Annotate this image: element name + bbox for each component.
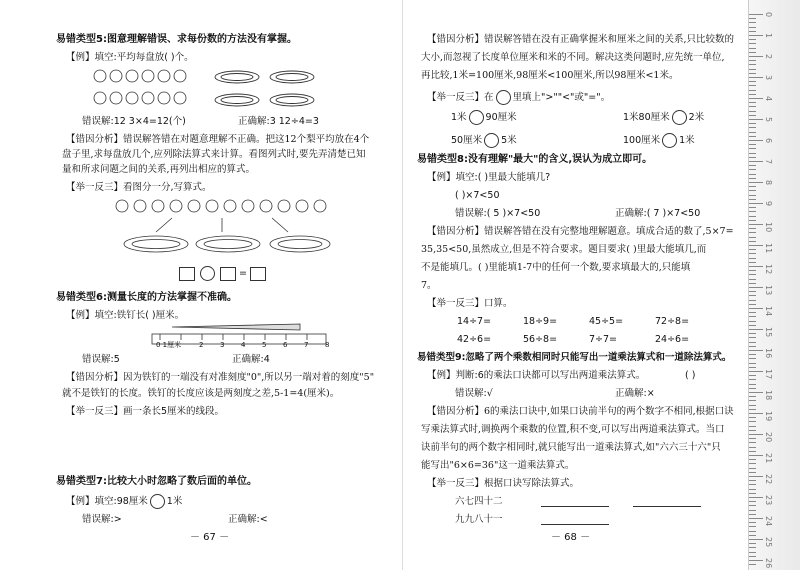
- type7-practice: [427, 90, 610, 105]
- ruler-tick: [749, 148, 756, 149]
- type6-practice: 【举一反三】画一条长5厘米的线段。: [66, 406, 225, 417]
- compare-right: 5米: [501, 135, 517, 146]
- ruler-tick: [749, 447, 756, 448]
- type7-wrong: 错误解:>: [82, 514, 122, 525]
- ruler-tick: [749, 489, 756, 490]
- ruler-tick: [749, 18, 756, 19]
- ruler-tick: [749, 94, 756, 95]
- ruler-tick: [749, 535, 756, 536]
- ruler-tick: [749, 384, 756, 385]
- ruler-tick: [749, 337, 756, 338]
- compare-1: [451, 110, 517, 125]
- type9-title: 易错类型9:忽略了两个乘数相同时只能写出一道乘法算式和一道除法算式。: [417, 352, 732, 363]
- ruler-label: 17: [764, 369, 773, 380]
- ruler-label: 3: [764, 75, 773, 81]
- equals-sign: =: [239, 268, 247, 279]
- type9-practice: 【举一反三】根据口诀写除法算式。: [427, 478, 580, 489]
- ruler-tick: [749, 468, 756, 469]
- ruler-tick: [749, 405, 756, 406]
- ruler-tick: [749, 312, 756, 313]
- ruler-tick: [749, 552, 756, 553]
- ruler-tick: [749, 14, 763, 15]
- compare-left: 1米80厘米: [623, 112, 670, 123]
- ruler-tick: [749, 308, 763, 309]
- ruler-tick: [749, 241, 756, 242]
- compare-right: 2米: [688, 112, 705, 123]
- ruler-tick: [749, 207, 756, 208]
- ruler-tick: [749, 102, 756, 103]
- ruler-tick: [749, 417, 756, 418]
- ruler-tick: [749, 140, 763, 141]
- ruler-tick: [749, 409, 756, 410]
- rhyme-2: 九九八十一: [455, 514, 503, 525]
- ruler-label: 22: [764, 474, 773, 485]
- ruler-tick: [749, 115, 756, 116]
- type5-practice: 【举一反三】看图分一分,写算式。: [66, 182, 212, 193]
- ruler-tick: [749, 228, 756, 229]
- ruler-number: 3: [220, 341, 225, 349]
- ruler-tick: [749, 64, 756, 65]
- ruler-label: 16: [764, 348, 773, 359]
- apples-plates-illustration: [112, 198, 332, 260]
- ruler-tick: [749, 522, 756, 523]
- type9-right: 正确解:×: [615, 388, 655, 399]
- calc-item: 18÷9=: [523, 316, 558, 327]
- type7-example: [66, 494, 182, 509]
- ruler-tick: [749, 174, 756, 175]
- calc-item: 56÷8=: [523, 334, 558, 345]
- type8-analysis-2: 35,35<50,虽然成立,但是不符合要求。题目要求( )里最大能填几,而: [421, 244, 707, 255]
- ruler-tick: [749, 434, 763, 435]
- pear-icon: [94, 70, 186, 104]
- ruler-tick: [749, 476, 763, 477]
- plates-illustration: [212, 68, 332, 112]
- type9-analysis-1: 【错因分析】6的乘法口诀中,如果口诀前半句的两个数字不相同,根据口诀: [427, 406, 734, 417]
- ruler-tick: [749, 526, 756, 527]
- type9-wrong: 错误解:√: [455, 388, 493, 399]
- ruler-tick: [749, 497, 763, 498]
- calc-item: 14÷7=: [457, 316, 492, 327]
- ruler-tick: [749, 455, 763, 456]
- type9-analysis-3: 诀前半句的两个数字相同时,就只能写出一道乘法算式,如"六六三十六"只: [421, 442, 721, 453]
- ruler-tick: [749, 459, 756, 460]
- ruler-tick: [749, 329, 763, 330]
- ruler-tick: [749, 195, 756, 196]
- practice-tail: 里填上">""<"或"="。: [512, 92, 611, 103]
- ruler-tick: [749, 375, 756, 376]
- pears-illustration: [92, 66, 202, 112]
- ruler-tick: [749, 283, 756, 284]
- type9-analysis-4: 能写出"6×6=36"这一道乘法算式。: [421, 460, 575, 471]
- ruler-label-first: 0 1厘米: [156, 341, 182, 349]
- ruler-tick: [749, 539, 763, 540]
- ruler-label: 1: [764, 33, 773, 39]
- ruler-tick: [749, 60, 756, 61]
- ruler-tick: [749, 119, 763, 120]
- ruler-tick: [749, 442, 756, 443]
- ruler-tick: [749, 300, 756, 301]
- ruler-tick: [749, 316, 756, 317]
- type7-analysis-2: 大小,而忽视了长度单位厘米和米的不同。解决这类问题时,应先统一单位,: [421, 52, 725, 63]
- calc-item: 24÷6=: [655, 334, 690, 345]
- ruler-tick: [749, 501, 756, 502]
- ruler-tick: [749, 350, 763, 351]
- compare-left: 50厘米: [451, 135, 483, 146]
- ruler-tick: [749, 73, 756, 74]
- ruler-tick: [749, 43, 756, 44]
- calc-item: 72÷8=: [655, 316, 690, 327]
- ruler-tick: [749, 224, 763, 225]
- ruler-tick: [749, 560, 763, 561]
- ruler-label: 21: [764, 453, 773, 464]
- ruler-tick: [749, 342, 756, 343]
- type6-example: 【例】填空:铁钉长( )厘米。: [66, 310, 185, 321]
- ruler-label: 0: [764, 12, 773, 18]
- ruler-number: 4: [241, 341, 246, 349]
- ruler-tick: [749, 232, 756, 233]
- ruler-tick: [749, 98, 763, 99]
- ruler-tick: [749, 556, 756, 557]
- type5-analysis-3: 量和所求问题之间的关系,再列出相应的算式。: [62, 164, 256, 175]
- ruler-tick: [749, 220, 756, 221]
- ruler-tick: [749, 22, 756, 23]
- ruler-tick: [749, 287, 763, 288]
- ruler-tick: [749, 547, 756, 548]
- ruler-tick: [749, 190, 756, 191]
- ruler-tick: [749, 81, 756, 82]
- ruler-tick: [749, 304, 756, 305]
- ruler-tick: [749, 237, 756, 238]
- answer-line[interactable]: [541, 524, 609, 525]
- ruler-tick: [749, 161, 763, 162]
- ruler-tick: [749, 480, 756, 481]
- ruler-tick: [749, 270, 756, 271]
- ruler-tick: [749, 178, 756, 179]
- ruler-label: 24: [764, 516, 773, 527]
- answer-line[interactable]: [633, 506, 701, 507]
- ruler-tick: [749, 371, 763, 372]
- ruler-tick: [749, 77, 763, 78]
- type8-title: 易错类型8:没有理解"最大"的含义,误认为成立即可。: [417, 154, 653, 165]
- ruler-number: 7: [304, 341, 309, 349]
- ruler-tick: [749, 518, 763, 519]
- ruler-tick: [749, 203, 763, 204]
- calc-item: 7÷7=: [589, 334, 618, 345]
- ruler-tick: [749, 505, 756, 506]
- ruler-tick: [749, 262, 756, 263]
- ruler-tick: [749, 199, 756, 200]
- type6-title: 易错类型6:测量长度的方法掌握不准确。: [56, 292, 237, 303]
- ruler-label: 13: [764, 285, 773, 296]
- ruler-tick: [749, 493, 756, 494]
- ruler-tick: [749, 258, 756, 259]
- ruler-tick: [749, 531, 756, 532]
- ruler-tick: [749, 144, 756, 145]
- ruler-tick: [749, 106, 756, 107]
- ruler-tick: [749, 27, 756, 28]
- answer-box[interactable]: [220, 267, 236, 281]
- compare-circle[interactable]: [672, 110, 687, 125]
- ruler-tick: [749, 463, 756, 464]
- ruler-label: 9: [764, 201, 773, 207]
- ruler-label: 23: [764, 495, 773, 506]
- calc-item: 42÷6=: [457, 334, 492, 345]
- type8-analysis-4: 7。: [421, 280, 437, 291]
- ruler-tick: [749, 451, 756, 452]
- ruler-tick: [749, 430, 756, 431]
- ruler-tick: [749, 274, 756, 275]
- type5-right: 正确解:3 12÷4=3: [238, 116, 319, 127]
- ruler-tick: [749, 388, 756, 389]
- calc-item: 45÷5=: [589, 316, 624, 327]
- ruler-tick: [749, 211, 756, 212]
- type5-analysis-1: 【错因分析】错误解答错在对题意理解不正确。把这12个梨平均放在4个: [66, 134, 370, 145]
- ruler-number: 8: [325, 341, 330, 349]
- ruler-tick: [749, 564, 756, 565]
- page-number-68: － 68 －: [551, 532, 591, 543]
- practice-label: 【举一反三】在: [427, 92, 494, 103]
- ruler-tick: [749, 182, 763, 183]
- type9-analysis-2: 写乘法算式时,调换两个乘数的位置,积不变,可以写出两道乘法算式。当口: [421, 424, 725, 435]
- ruler-label: 19: [764, 411, 773, 422]
- type9-example: 【例】判断:6的乘法口诀都可以写出两道乘法算式。: [427, 370, 646, 381]
- ruler-label: 14: [764, 306, 773, 317]
- type8-example: 【例】填空:( )里最大能填几?: [427, 172, 551, 183]
- compare-circle: [496, 90, 511, 105]
- ruler-tick: [749, 123, 756, 124]
- compare-circle[interactable]: [484, 133, 499, 148]
- ruler-label: 6: [764, 138, 773, 144]
- type5-wrong: 错误解:12 3×4=12(个): [82, 116, 186, 127]
- ruler-tick: [749, 325, 756, 326]
- ruler-tick: [749, 426, 756, 427]
- ruler-tick: [749, 358, 756, 359]
- ruler-number: 2: [199, 341, 204, 349]
- type5-title: 易错类型5:图意理解错误、求每份数的方法没有掌握。: [56, 34, 297, 45]
- ruler-label: 2: [764, 54, 773, 60]
- ruler-tick: [749, 514, 756, 515]
- ruler-tick: [749, 400, 756, 401]
- type7-analysis-1: 【错因分析】错误解答错在没有正确掌握米和厘米之间的关系,只比较数的: [427, 34, 735, 45]
- compare-left: 1米: [451, 112, 467, 123]
- ruler-tick: [749, 132, 756, 133]
- ruler-tick: [749, 111, 756, 112]
- compare-3: [451, 133, 517, 148]
- type8-analysis-1: 【错因分析】错误解答错在没有完整地理解题意。填成合适的数了,5×7=: [427, 226, 734, 237]
- ruler-number: 5: [262, 341, 267, 349]
- nail-icon: [172, 324, 300, 330]
- ruler-label: 8: [764, 180, 773, 186]
- type7-example-tail: 1米: [166, 496, 183, 507]
- ruler-tick: [749, 396, 756, 397]
- type8-practice: 【举一反三】口算。: [427, 298, 513, 309]
- type8-wrong: 错误解:( 5 )×7<50: [455, 208, 541, 219]
- ruler-label: 5: [764, 117, 773, 123]
- ruler-number: 6: [283, 341, 288, 349]
- ruler-label: 15: [764, 327, 773, 338]
- ruler-tick: [749, 379, 756, 380]
- ruler-label: 12: [764, 264, 773, 275]
- ruler-tick: [749, 472, 756, 473]
- ruler-tick: [749, 245, 763, 246]
- ruler-tick: [749, 216, 756, 217]
- ruler-tick: [749, 35, 763, 36]
- rhyme-1: 六七四十二: [455, 496, 503, 507]
- ruler-tick: [749, 346, 756, 347]
- answer-line[interactable]: [541, 506, 609, 507]
- ruler-tick: [749, 48, 756, 49]
- type6-analysis-1: 【错因分析】因为铁钉的一端没有对准刻度"0",所以另一端对着的刻度"5": [66, 372, 375, 383]
- compare-4: [623, 133, 695, 148]
- ruler-tick: [749, 90, 756, 91]
- operator-circle[interactable]: [200, 266, 215, 281]
- ruler-tick: [749, 69, 756, 70]
- ruler-tick: [749, 157, 756, 158]
- ruler-tick: [749, 321, 756, 322]
- ruler-label: 20: [764, 432, 773, 443]
- ruler-tick: [749, 484, 756, 485]
- type7-example-text: 【例】填空:98厘米: [66, 496, 148, 507]
- compare-circle[interactable]: [662, 133, 677, 148]
- ruler-tick: [749, 367, 756, 368]
- type8-expression: ( )×7<50: [455, 190, 500, 201]
- compare-circle[interactable]: [469, 110, 484, 125]
- compare-right: 90厘米: [485, 112, 517, 123]
- ruler-tick: [749, 438, 756, 439]
- ruler-tick: [749, 413, 763, 414]
- page-number-67: － 67 －: [190, 532, 230, 543]
- ruler-tick: [749, 510, 756, 511]
- type7-right: 正确解:<: [228, 514, 268, 525]
- side-ruler: [748, 0, 800, 570]
- ruler-tick: [749, 354, 756, 355]
- ruler-tick: [749, 249, 756, 250]
- type8-right: 正确解:( 7 )×7<50: [615, 208, 701, 219]
- ruler-label: 18: [764, 390, 773, 401]
- ruler-tick: [749, 165, 756, 166]
- answer-boxes: [176, 266, 269, 281]
- ruler-tick: [749, 136, 756, 137]
- ruler-tick: [749, 31, 756, 32]
- type6-wrong: 错误解:5: [82, 354, 120, 365]
- ruler-label: 7: [764, 159, 773, 165]
- compare-right: 1米: [679, 135, 695, 146]
- type6-analysis-2: 就不是铁钉的长度。铁钉的长度应该是两刻度之差,5-1=4(厘米)。: [62, 388, 340, 399]
- ruler-tick: [749, 186, 756, 187]
- type5-analysis-2: 盘子里,求每盘放几个,应列除法算式来计算。看图列式时,要先弄清楚已知: [62, 149, 366, 160]
- ruler-label: 11: [764, 243, 773, 254]
- ruler-tick: [749, 543, 756, 544]
- ruler-tick: [749, 169, 756, 170]
- ruler-label: 10: [764, 222, 773, 233]
- ruler-tick: [749, 333, 756, 334]
- right-page: [402, 0, 743, 570]
- compare-circle[interactable]: [150, 494, 165, 509]
- ruler-tick: [749, 279, 756, 280]
- type5-example: 【例】填空:平均每盘放( )个。: [66, 52, 194, 63]
- ruler-label: 4: [764, 96, 773, 102]
- ruler-tick: [749, 295, 756, 296]
- ruler-tick: [749, 39, 756, 40]
- ruler-label: 25: [764, 537, 773, 548]
- ruler-tick: [749, 127, 756, 128]
- compare-left: 100厘米: [623, 135, 661, 146]
- answer-box[interactable]: [250, 267, 266, 281]
- ruler-tick: [749, 253, 756, 254]
- ruler-tick: [749, 392, 763, 393]
- ruler-tick: [749, 85, 756, 86]
- type8-analysis-3: 不是能填几。( )里能填1-7中的任何一个数,要求填最大的,只能填: [421, 262, 691, 273]
- ruler-tick: [749, 266, 763, 267]
- ruler-tick: [749, 56, 763, 57]
- type9-judgement-paren: ( ): [685, 370, 696, 381]
- type6-right: 正确解:4: [232, 354, 270, 365]
- type7-title: 易错类型7:比较大小时忽略了数后面的单位。: [56, 476, 257, 487]
- ruler-tick: [749, 291, 756, 292]
- ruler-tick: [749, 52, 756, 53]
- type7-analysis-3: 再比较,1米=100厘米,98厘米<100厘米,所以98厘米<1米。: [421, 70, 679, 81]
- ruler-label: 26: [764, 558, 773, 569]
- ruler-tick: [749, 153, 756, 154]
- compare-2: [623, 110, 704, 125]
- answer-box[interactable]: [179, 267, 195, 281]
- ruler-tick: [749, 421, 756, 422]
- ruler-tick: [749, 363, 756, 364]
